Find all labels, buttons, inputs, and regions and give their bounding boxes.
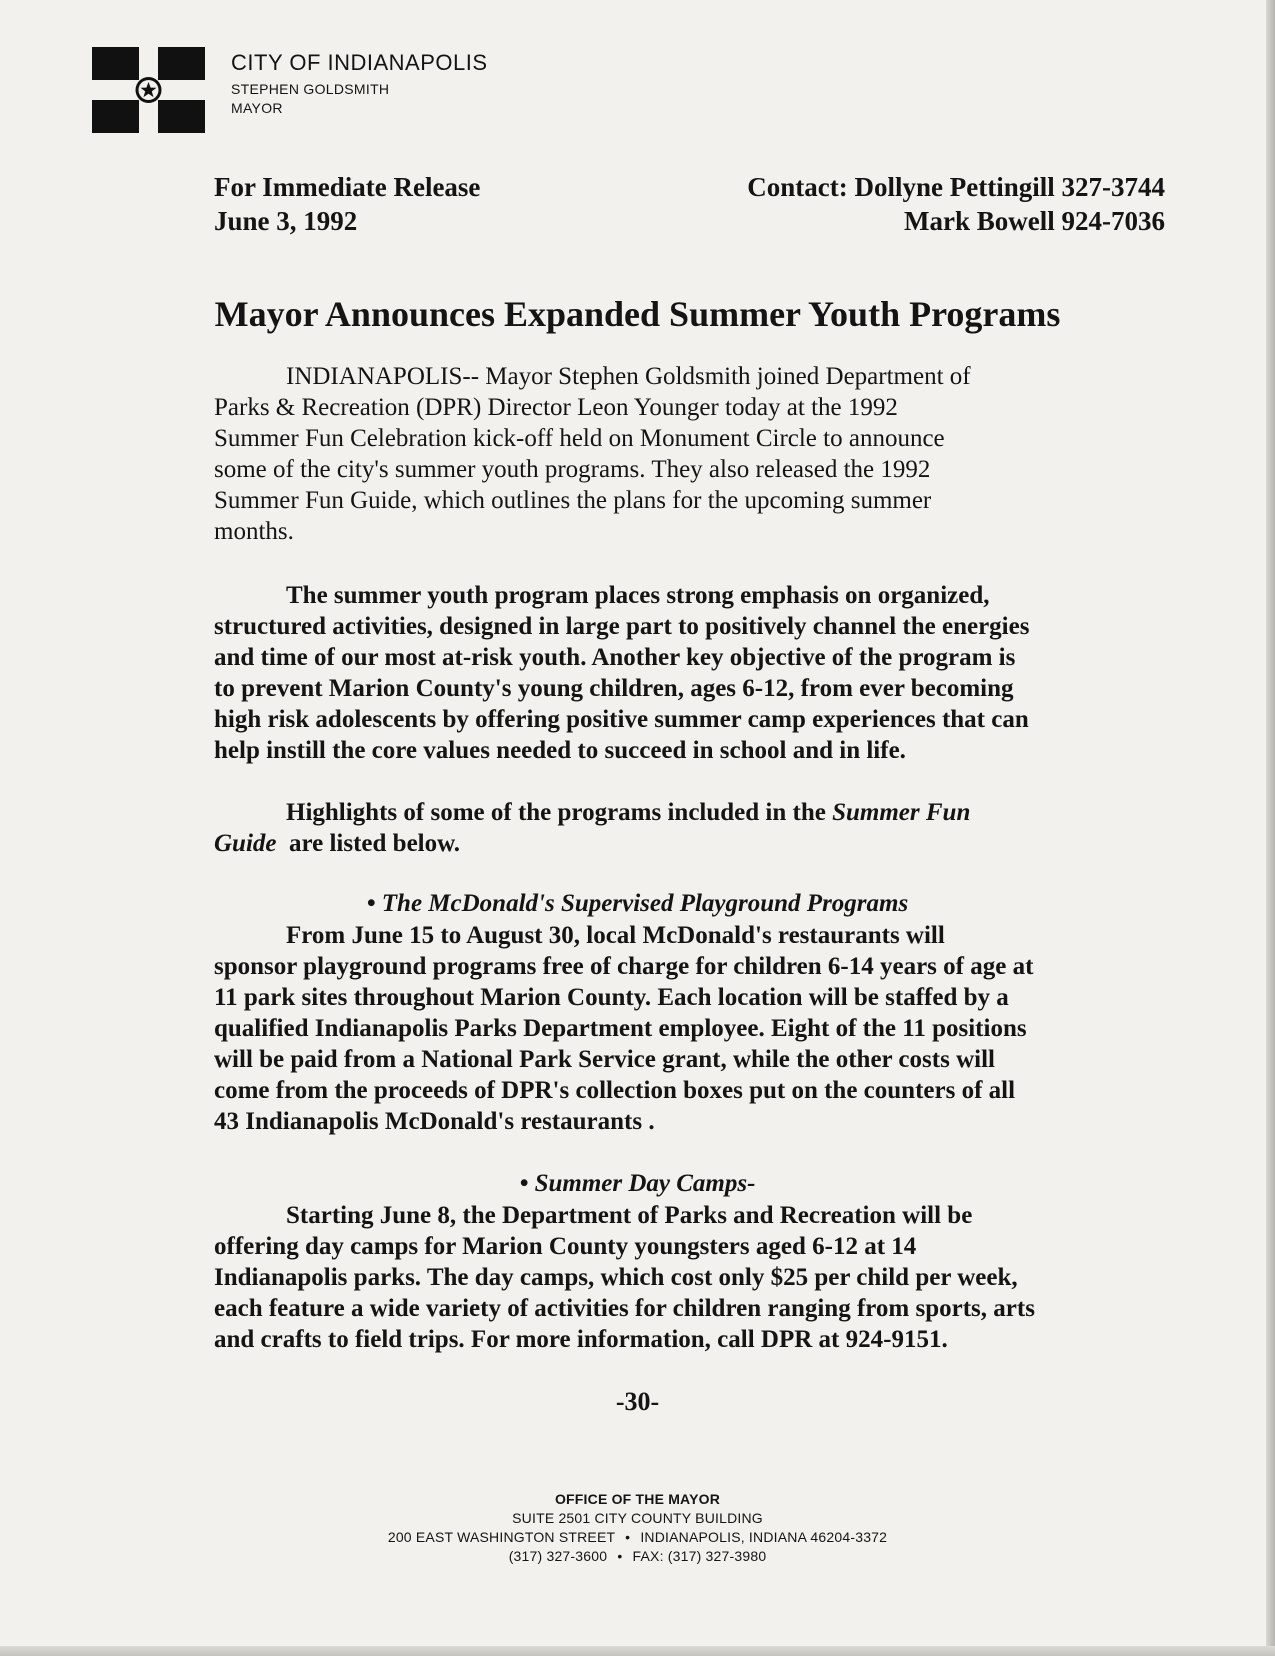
paragraph-line: high risk adolescents by offering positive summer camp experiences that can xyxy=(214,706,1029,733)
paragraph-line: structured activities, designed in large part to positively channel the energies xyxy=(214,613,1030,640)
paragraph-line: Highlights of some of the programs included in the Summer Fun xyxy=(286,799,971,826)
paragraph-2 xyxy=(214,580,1124,766)
letterhead-mayor-title: MAYOR xyxy=(231,100,283,116)
paragraph-line: Parks & Recreation (DPR) Director Leon Younger today at the 1992 xyxy=(214,394,898,421)
paragraph-line: From June 15 to August 30, local McDonald's restaurants will xyxy=(286,922,945,949)
footer-suite: SUITE 2501 CITY COUNTY BUILDING xyxy=(512,1510,763,1526)
paragraph-line: Summer Fun Guide, which outlines the plans for the upcoming summer xyxy=(214,487,932,514)
bullet-2-body xyxy=(214,1200,1124,1355)
paragraph-line: each feature a wide variety of activities for children ranging from sports, arts xyxy=(214,1295,1035,1322)
contact-info xyxy=(747,170,1165,238)
paragraph-line: Summer Fun Celebration kick-off held on Monument Circle to announce xyxy=(214,425,945,452)
paragraph-line: and time of our most at-risk youth. Another key objective of the program is xyxy=(214,644,1016,671)
paragraph-line: and crafts to field trips. For more information, call DPR at 924-9151. xyxy=(214,1326,948,1353)
bullet-heading-day-camps: • Summer Day Camps- xyxy=(519,1170,756,1197)
footer-street-line xyxy=(0,1528,1275,1547)
footer-phone: (317) 327-3600 xyxy=(508,1548,608,1564)
end-mark: -30- xyxy=(615,1387,660,1416)
letterhead xyxy=(231,50,488,118)
letterhead-mayor-name: STEPHEN GOLDSMITH xyxy=(231,81,390,97)
bullet-1-body xyxy=(214,920,1124,1137)
contact-line-2: Mark Bowell 924-7036 xyxy=(904,206,1165,236)
city-flag-star-icon xyxy=(92,47,205,133)
footer-street: 200 EAST WASHINGTON STREET xyxy=(387,1529,616,1545)
headline: Mayor Announces Expanded Summer Youth Programs xyxy=(214,294,1061,334)
paragraph-line: months. xyxy=(214,518,294,545)
footer-separator: • xyxy=(625,1529,631,1545)
footer-separator: • xyxy=(617,1548,623,1564)
release-info xyxy=(214,170,480,238)
page-bottom-edge xyxy=(0,1646,1275,1656)
release-date: June 3, 1992 xyxy=(214,206,358,236)
paragraph-line: Guide are listed below. xyxy=(214,830,461,857)
paragraph-line: will be paid from a National Park Service grant, while the other costs will xyxy=(214,1046,995,1073)
footer-phone-line xyxy=(0,1547,1275,1566)
paragraph-line: Indianapolis parks. The day camps, which cost only $25 per child per week, xyxy=(214,1264,1018,1291)
paragraph-line: qualified Indianapolis Parks Department employee. Eight of the 11 positions xyxy=(214,1015,1027,1042)
paragraph-line: offering day camps for Marion County youngsters aged 6-12 at 14 xyxy=(214,1233,917,1260)
paragraph-line: come from the proceeds of DPR's collection boxes put on the counters of all xyxy=(214,1077,1016,1104)
paragraph-3 xyxy=(214,797,1124,859)
paragraph-line: sponsor playground programs free of charge for children 6-14 years of age at xyxy=(214,953,1034,980)
paragraph-line: The summer youth program places strong emphasis on organized, xyxy=(286,582,990,609)
paragraph-line: to prevent Marion County's young children, ages 6-12, from ever becoming xyxy=(214,675,1014,702)
paragraph-line: INDIANAPOLIS-- Mayor Stephen Goldsmith joined Department of xyxy=(286,363,971,390)
footer-address xyxy=(0,1490,1275,1566)
bullet-heading-playground: • The McDonald's Supervised Playground Programs xyxy=(366,890,909,917)
paragraph-line: some of the city's summer youth programs. They also released the 1992 xyxy=(214,456,931,483)
letterhead-city: CITY OF INDIANAPOLIS xyxy=(231,50,488,75)
paragraph-line: help instill the core values needed to succeed in school and in life. xyxy=(214,737,906,764)
paragraph-line: 43 Indianapolis McDonald's restaurants . xyxy=(214,1108,655,1135)
release-label: For Immediate Release xyxy=(214,172,481,202)
footer-fax: FAX: (317) 327-3980 xyxy=(632,1548,767,1564)
footer-office: OFFICE OF THE MAYOR xyxy=(554,1491,721,1507)
contact-line-1: Contact: Dollyne Pettingill 327-3744 xyxy=(747,172,1165,202)
paragraph-1 xyxy=(214,361,1124,547)
paragraph-line: Starting June 8, the Department of Parks and Recreation will be xyxy=(286,1202,973,1229)
footer-city-state: INDIANAPOLIS, INDIANA 46204-3372 xyxy=(640,1529,888,1545)
paragraph-line: 11 park sites throughout Marion County. Each location will be staffed by a xyxy=(214,984,1009,1011)
